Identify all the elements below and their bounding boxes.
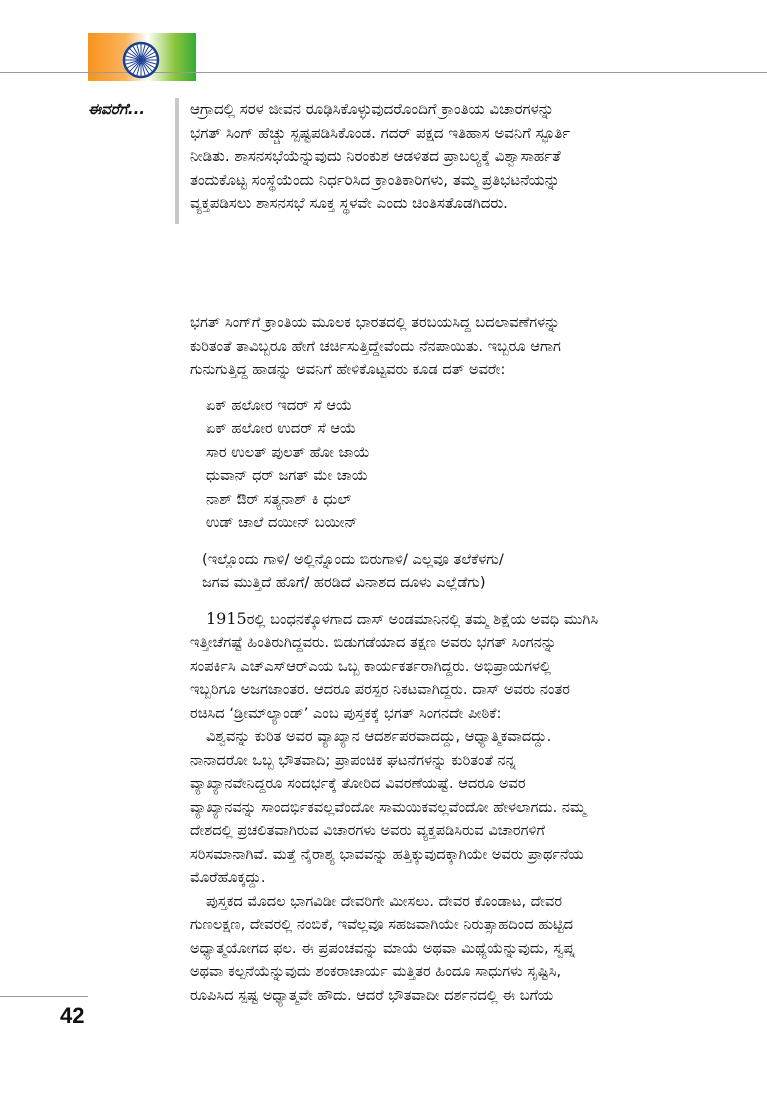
text-line: ರೂಪಿಸಿದ ಸ್ಪಷ್ಟ ಅಧ್ಯಾತ್ಮವೇ ಹೌದು. ಆದರೆ ಭೌತವಾದೀ ದರ್ಶನದಲ್ಲಿ ಈ ಬಗೆಯ	[190, 986, 554, 1004]
intro-line: ನೀಡಿತು. ಶಾಸನಸಭೆಯೆನ್ನುವುದು ನಿರಂಕುಶ ಆಡಳಿತದ ಪ್ರಾಬಲ್ಯಕ್ಕೆ ವಿಶ್ವಾಸಾರ್ಹತೆ	[190, 147, 561, 165]
text-line: ಇಬ್ಬರಿಗೂ ಅಜಗಜಾಂತರ. ಆದರೂ ಪರಸ್ಪರ ನಿಕಟವಾಗಿದ್ದರು. ದಾಸ್ ಅವರು ನಂತರ	[190, 681, 570, 698]
paragraph-2	[190, 607, 720, 726]
text-line: ಪುಸ್ತಕದ ಮೊದಲ ಭಾಗವಿಡೀ ದೇವರಿಗೇ ಮೀಸಲು. ದೇವರ ಕೊಂಡಾಟ, ದೇವರ	[206, 892, 563, 910]
translation-line: ಜಗವ ಮುತ್ತಿದೆ ಹೊಗೆ/ ಹರಡಿದೆ ವಿನಾಶದ ದೂಳು ಎಲ್ಲೆಡೆಗು)	[202, 574, 486, 591]
previously-label: ಈವರೆಗೆ...	[88, 100, 145, 118]
intro-line: ತಂದುಕೊಟ್ಟ ಸಂಸ್ಥೆಯೆಂದು ನಿರ್ಧರಿಸಿದ ಕ್ರಾಂತಿಕಾರಿಗಳು, ತಮ್ಮ ಪ್ರತಿಭಟನೆಯನ್ನು	[190, 170, 560, 189]
text-line: ಗುಣಲಕ್ಷಣ, ದೇವರಲ್ಲಿ ನಂಬಿಕೆ, ಇವೆಲ್ಲವೂ ಸಹಜವಾಗಿಯೇ ನಿರುತ್ಸಾಹದಿಂದ ಹುಟ್ಟಿದ	[190, 916, 574, 933]
intro-line: ವ್ಯಕ್ತಪಡಿಸಲು ಶಾಸನಸಭೆ ಸೂಕ್ತ ಸ್ಥಳವೇ ಎಂದು ಚಿಂತಿಸತೊಡಗಿದರು.	[190, 194, 508, 212]
intro-line: ಆಗ್ರಾದಲ್ಲಿ ಸರಳ ಜೀವನ ರೂಢಿಸಿಕೊಳ್ಳುವುದರೊಂದಿಗೆ ಕ್ರಾಂತಿಯ ವಿಚಾರಗಳನ್ನು	[190, 100, 554, 118]
verse-line: ಏಕ್ ಹಲೋರ ಇದರ್ ಸೆ ಆಯೆ	[206, 396, 353, 414]
intro-divider	[175, 98, 179, 224]
ashoka-chakra-icon	[121, 40, 161, 80]
text-line: ಕುರಿತಂತೆ ತಾವಿಬ್ಬರೂ ಹೇಗೆ ಚರ್ಚಿಸುತ್ತಿದ್ದೇವೆಂದು ನೆನಪಾಯಿತು. ಇಬ್ಬರೂ ಆಗಾಗ	[190, 337, 561, 355]
text-line: ಅಧ್ಯಾತ್ಮಯೋಗದ ಫಲ. ಈ ಪ್ರಪಂಚವನ್ನು ಮಾಯೆ ಅಥವಾ ಮಿಥ್ಯೆಯೆನ್ನುವುದು, ಸ್ವಪ್ನ	[190, 939, 575, 957]
text-line: ದೇಶದಲ್ಲಿ ಪ್ರಚಲಿತವಾಗಿರುವ ವಿಚಾರಗಳು ಅವರು ವ್ಯಕ್ತಪಡಿಸಿರುವ ವಿಚಾರಗಳಿಗೆ	[190, 822, 545, 839]
footer-rule	[0, 996, 88, 997]
paragraph-4	[190, 890, 720, 1008]
header-rule	[0, 72, 767, 73]
text-line: ಅಥವಾ ಕಲ್ಪನೆಯೆನ್ನುವುದು ಶಂಕರಾಚಾರ್ಯ ಮತ್ತಿತರ ಹಿಂದೂ ಸಾಧುಗಳು ಸೃಷ್ಟಿಸಿ,	[190, 963, 562, 980]
text-line: ಮೊರೆಹೊಕ್ಕದ್ದು.	[190, 869, 266, 886]
text-line: ವ್ಯಾಖ್ಯಾನವೇನಿದ್ದರೂ ಸಂದರ್ಭಕ್ಕೆ ತೋರಿದ ವಿವರಣೆಯಷ್ಟೆ. ಆದರೂ ಅವರ	[190, 775, 526, 792]
text-line: ಭಗತ್ ಸಿಂಗ್‌ಗೆ ಕ್ರಾಂತಿಯ ಮೂಲಕ ಭಾರತದಲ್ಲಿ ತರಬಯಸಿದ್ದ ಬದಲಾವಣೆಗಳನ್ನು	[190, 314, 560, 331]
text-fragment: ರಲ್ಲಿ ಬಂಧನಕ್ಕೊಳಗಾದ ದಾಸ್ ಅಂಡಮಾನಿನಲ್ಲಿ ತಮ್ಮ ಶಿಕ್ಷೆಯ ಅವಧಿ ಮುಗಿಸಿ	[246, 610, 599, 628]
page-number: 42	[60, 1003, 85, 1028]
verse-line: ಏಕ್ ಹಲೋರ ಉದರ್ ಸೆ ಆಯೆ	[206, 420, 357, 437]
year: 1915	[206, 608, 247, 628]
verse-line: ನಾಶ್ ಔರ್ ಸತ್ಯನಾಶ್ ಕಿ ಧುಲ್	[206, 490, 352, 508]
text-line: ರಚಿಸಿದ ‘ಡ್ರೀಮ್‌ಲ್ಯಾಂಡ್’ ಎಂಬ ಪುಸ್ತಕಕ್ಕೆ ಭಗತ್ ಸಿಂಗನದೇ ಪೀಠಿಕೆ:	[190, 704, 502, 722]
text-line: ಇತ್ತೀಚೆಗಷ್ಟೆ ಹಿಂತಿರುಗಿದ್ದವರು. ಬಿಡುಗಡೆಯಾದ ತಕ್ಷಣ ಅವರು ಭಗತ್ ಸಿಂಗನನ್ನು	[190, 634, 557, 651]
translation-line: (ಇಲ್ಲೊಂದು ಗಾಳಿ/ ಅಲ್ಲಿನ್ನೊಂದು ಬಿರುಗಾಳಿ/ ಎಲ್ಲವೂ ತಲೆಕೆಳಗು/	[202, 550, 504, 568]
intro-summary	[190, 98, 710, 216]
verse-line: ಸಾರ ಉಲತ್ ಪುಲತ್ ಹೋ ಜಾಯೆ	[206, 443, 370, 461]
main-body	[190, 311, 720, 1007]
text-line: ವಿಶ್ವವನ್ನು ಕುರಿತ ಅವರ ವ್ಯಾಖ್ಯಾನ ಆದರ್ಶಪರವಾದದ್ದು, ಆಧ್ಯಾತ್ಮಿಕವಾದದ್ದು.	[206, 728, 552, 745]
paragraph-3	[190, 725, 720, 890]
text-line: ನಾನಾದರೋ ಒಬ್ಬ ಭೌತವಾದಿ; ಪ್ರಾಪಂಚಿಕ ಘಟನೆಗಳನ್ನು ಕುರಿತಂತೆ ನನ್ನ	[190, 751, 516, 769]
song-verse	[206, 394, 720, 535]
paragraph-1	[190, 311, 720, 382]
intro-line: ಭಗತ್ ಸಿಂಗ್ ಹೆಚ್ಚು ಸ್ಪಷ್ಟಪಡಿಸಿಕೊಂಡ. ಗದರ್ ಪಕ್ಷದ ಇತಿಹಾಸ ಅವನಿಗೆ ಸ್ಫೂರ್ತಿ	[190, 123, 571, 142]
verse-line: ಉಡ್ ಚಾಲೆ ದಯೀನ್ ಬಯೀನ್	[206, 514, 358, 531]
text-line	[190, 607, 720, 632]
text-line: ಸಂಪರ್ಕಿಸಿ ಎಚ್‌ಎಸ್‌ಆರ್‌ಎಯ ಒಬ್ಬ ಕಾರ್ಯಕರ್ತರಾಗಿದ್ದರು. ಅಭಿಪ್ರಾಯಗಳಲ್ಲಿ	[190, 657, 552, 675]
verse-translation	[202, 548, 720, 595]
text-line: ಸರಿಸಮಾನಾಗಿವೆ. ಮತ್ತೆ ನೈರಾಶ್ಯ ಭಾವವನ್ನು ಹತ್ತಿಕ್ಕುವುದಕ್ಕಾಗಿಯೇ ಅವರು ಪ್ರಾರ್ಥನೆಯ	[190, 845, 584, 863]
text-line: ವ್ಯಾಖ್ಯಾನವನ್ನು ಸಾಂದರ್ಭಿಕವಲ್ಲವೆಂದೋ ಸಾಮಯಿಕವಲ್ಲವೆಂದೋ ಹೇಳಲಾಗದು. ನಮ್ಮ	[190, 798, 586, 816]
text-line: ಗುನುಗುತ್ತಿದ್ದ ಹಾಡನ್ನು ಅವನಿಗೆ ಹೇಳಿಕೊಟ್ಟವರು ಕೂಡ ದತ್ ಅವರೇ:	[190, 361, 506, 378]
verse-line: ಧುವಾನ್ ಧರ್ ಜಗತ್ ಮೇ ಚಾಯೆ	[206, 467, 369, 484]
